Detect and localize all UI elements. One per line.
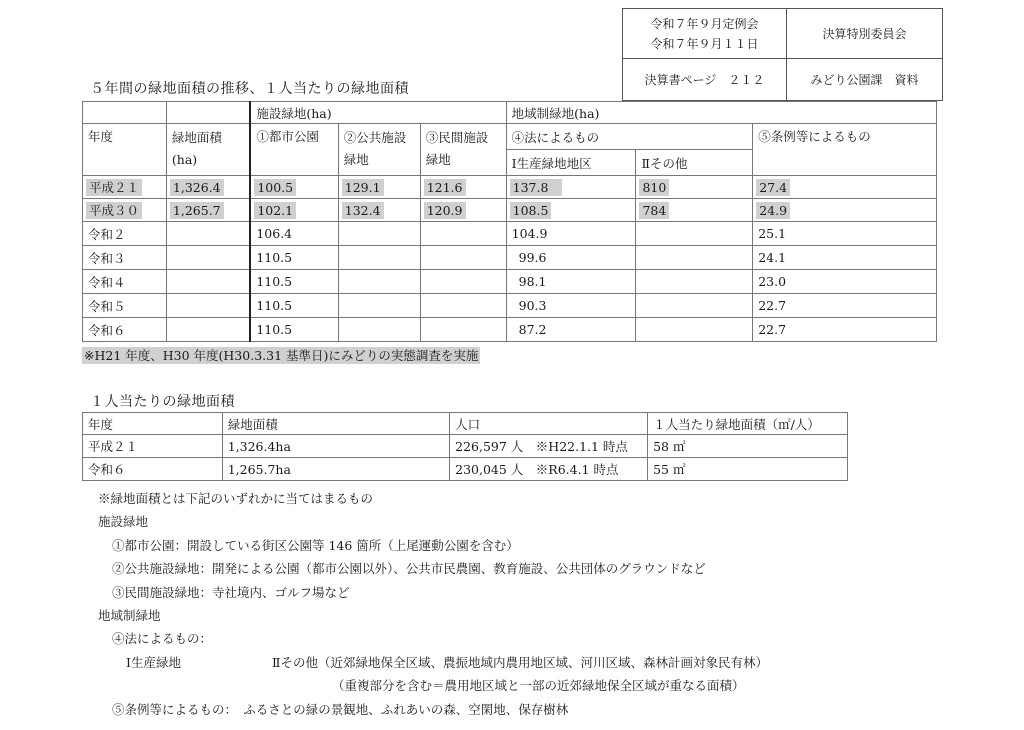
header-blank bbox=[166, 102, 250, 124]
row-year: 平成２１ bbox=[86, 179, 142, 196]
row-private bbox=[420, 318, 506, 342]
col-public-header bbox=[338, 124, 420, 176]
col-law-i-header: Ⅰ生産緑地地区 bbox=[506, 150, 636, 176]
table1-title: ５年間の緑地面積の推移、１人当たりの緑地面積 bbox=[90, 81, 409, 97]
row-year: 令和５ bbox=[83, 294, 167, 318]
row-area bbox=[166, 270, 250, 294]
row-ordinance: 25.1 bbox=[753, 222, 937, 246]
row-public bbox=[338, 222, 420, 246]
row-year: 令和２ bbox=[83, 222, 167, 246]
row-law-i: 104.9 bbox=[506, 222, 636, 246]
row-law-i: 108.5 bbox=[510, 202, 552, 219]
green-area-table bbox=[82, 101, 937, 342]
col-park-header: ①都市公園 bbox=[250, 124, 338, 176]
col-public-label-2: 緑地 bbox=[343, 152, 369, 167]
row-law-ii: 810 bbox=[639, 179, 669, 196]
meeting-cell bbox=[623, 9, 787, 59]
regional-group-header: 地域制緑地(ha) bbox=[506, 102, 936, 124]
row-law-i: 99.6 bbox=[506, 246, 636, 270]
row-law-ii: 784 bbox=[639, 202, 669, 219]
facility-group-header: 施設緑地(ha) bbox=[250, 102, 506, 124]
row-population: 226,597 人 ※H22.1.1 時点 bbox=[450, 435, 648, 458]
row-park: 110.5 bbox=[250, 294, 338, 318]
row-law-ii bbox=[636, 318, 753, 342]
table-row bbox=[83, 294, 937, 318]
row-park: 110.5 bbox=[250, 318, 338, 342]
col-public-label-1: ②公共施設 bbox=[343, 130, 407, 145]
col-law-ii-header: Ⅱその他 bbox=[636, 150, 753, 176]
regional-item-4: ④法によるもの： bbox=[112, 631, 213, 647]
row-public bbox=[338, 246, 420, 270]
row-private bbox=[420, 270, 506, 294]
row-area: 1,326.4ha bbox=[222, 435, 449, 458]
table-row bbox=[83, 318, 937, 342]
row-law-i: 98.1 bbox=[506, 270, 636, 294]
col-area-unit: (ha) bbox=[171, 152, 198, 167]
survey-note bbox=[82, 346, 480, 364]
row-per-capita: 58 ㎡ bbox=[648, 435, 848, 458]
table-row bbox=[83, 176, 937, 199]
row-law-i: 90.3 bbox=[506, 294, 636, 318]
col-per-capita-header: １人当たり緑地面積（㎡/人） bbox=[648, 413, 848, 435]
row-ordinance: 22.7 bbox=[753, 294, 937, 318]
row-year: 平成３０ bbox=[86, 202, 142, 219]
row-population: 230,045 人 ※R6.4.1 時点 bbox=[450, 458, 648, 481]
row-ordinance: 27.4 bbox=[756, 179, 790, 196]
page-reference: 決算書ページ ２１２ bbox=[623, 59, 787, 101]
col-population-header: 人口 bbox=[450, 413, 648, 435]
row-area: 1,265.7ha bbox=[222, 458, 449, 481]
row-public: 132.4 bbox=[342, 202, 384, 219]
row-law-i: 137.8 bbox=[510, 179, 563, 196]
row-law-ii bbox=[636, 294, 753, 318]
row-park: 100.5 bbox=[254, 179, 296, 196]
row-law-i: 87.2 bbox=[506, 318, 636, 342]
regional-item-5: ⑤条例等によるもの： ふるさとの緑の景観地、ふれあいの森、空閑地、保存樹林 bbox=[112, 701, 569, 717]
regional-item-4-i: Ⅰ生産緑地 bbox=[126, 654, 181, 670]
facility-item-3: ③民間施設緑地：寺社境内、ゴルフ場など bbox=[112, 584, 350, 600]
facility-item-1: ①都市公園：開設している街区公園等 146 箇所（上尾運動公園を含む） bbox=[112, 537, 519, 553]
col-private-header bbox=[420, 124, 506, 176]
row-law-ii bbox=[636, 246, 753, 270]
row-park: 106.4 bbox=[250, 222, 338, 246]
header-blank bbox=[83, 102, 167, 124]
header-info-box bbox=[622, 8, 943, 101]
col-private-label-1: ③民間施設 bbox=[425, 130, 489, 145]
table-row bbox=[83, 199, 937, 222]
row-private bbox=[420, 246, 506, 270]
row-year: 令和６ bbox=[83, 458, 223, 481]
regional-item-4-types bbox=[98, 651, 768, 674]
row-year: 令和３ bbox=[83, 246, 167, 270]
col-ordinance-header: ⑤条例等によるもの bbox=[753, 124, 937, 176]
row-area bbox=[166, 294, 250, 318]
row-private bbox=[420, 294, 506, 318]
col-private-label-2: 緑地 bbox=[425, 152, 451, 167]
row-ordinance: 22.7 bbox=[753, 318, 937, 342]
row-area bbox=[166, 222, 250, 246]
col-area-header bbox=[166, 124, 250, 176]
col-area-header: 緑地面積 bbox=[222, 413, 449, 435]
table-row bbox=[83, 458, 848, 481]
facility-item-2: ②公共施設緑地：開発による公園（都市公園以外）、公共市民農園、教育施設、公共団体のグラウンドなど bbox=[112, 561, 706, 577]
meeting-date: 令和７年９月１１日 bbox=[650, 36, 759, 51]
definition-notes bbox=[98, 487, 768, 721]
col-year-header: 年度 bbox=[83, 413, 223, 435]
regional-item-4-ii-note: （重複部分を含む＝農用地区域と一部の近郊緑地保全区域が重なる面積） bbox=[332, 678, 745, 694]
row-ordinance: 24.9 bbox=[756, 202, 790, 219]
row-law-ii bbox=[636, 222, 753, 246]
per-capita-table bbox=[82, 412, 848, 481]
row-year: 令和６ bbox=[83, 318, 167, 342]
row-area bbox=[166, 318, 250, 342]
row-park: 102.1 bbox=[254, 202, 296, 219]
row-year: 令和４ bbox=[83, 270, 167, 294]
table-row bbox=[83, 435, 848, 458]
regional-heading: 地域制緑地 bbox=[98, 607, 161, 623]
department-label: みどり公園課 資料 bbox=[787, 59, 943, 101]
row-park: 110.5 bbox=[250, 246, 338, 270]
table-row bbox=[83, 270, 937, 294]
notes-intro: ※緑地面積とは下記のいずれかに当てはまるもの bbox=[98, 491, 374, 506]
row-park: 110.5 bbox=[250, 270, 338, 294]
committee-label: 決算特別委員会 bbox=[787, 9, 943, 59]
row-private bbox=[420, 222, 506, 246]
row-area: 1,326.4 bbox=[170, 179, 224, 196]
row-public bbox=[338, 270, 420, 294]
regional-item-4-ii: Ⅱその他（近郊緑地保全区域、農振地域内農用地区域、河川区域、森林計画対象民有林） bbox=[272, 654, 768, 670]
col-area-label: 緑地面積 bbox=[171, 130, 222, 145]
col-law-header: ④法によるもの bbox=[506, 124, 753, 150]
survey-note-text: ※H21 年度、H30 年度(H30.3.31 基準日)にみどりの実態調査を実施 bbox=[84, 348, 479, 363]
row-ordinance: 23.0 bbox=[753, 270, 937, 294]
row-ordinance: 24.1 bbox=[753, 246, 937, 270]
row-law-ii bbox=[636, 270, 753, 294]
row-private: 121.6 bbox=[424, 179, 466, 196]
row-private: 120.9 bbox=[424, 202, 466, 219]
meeting-label: 令和７年９月定例会 bbox=[650, 16, 759, 31]
row-year: 平成２１ bbox=[83, 435, 223, 458]
col-year-header: 年度 bbox=[83, 124, 167, 176]
table-row bbox=[83, 246, 937, 270]
row-per-capita: 55 ㎡ bbox=[648, 458, 848, 481]
row-public bbox=[338, 318, 420, 342]
row-area bbox=[166, 246, 250, 270]
table2-title: １人当たりの緑地面積 bbox=[90, 394, 235, 410]
table-row bbox=[83, 222, 937, 246]
facility-heading: 施設緑地 bbox=[98, 514, 149, 530]
row-public: 129.1 bbox=[342, 179, 384, 196]
row-public bbox=[338, 294, 420, 318]
row-area: 1,265.7 bbox=[170, 202, 224, 219]
